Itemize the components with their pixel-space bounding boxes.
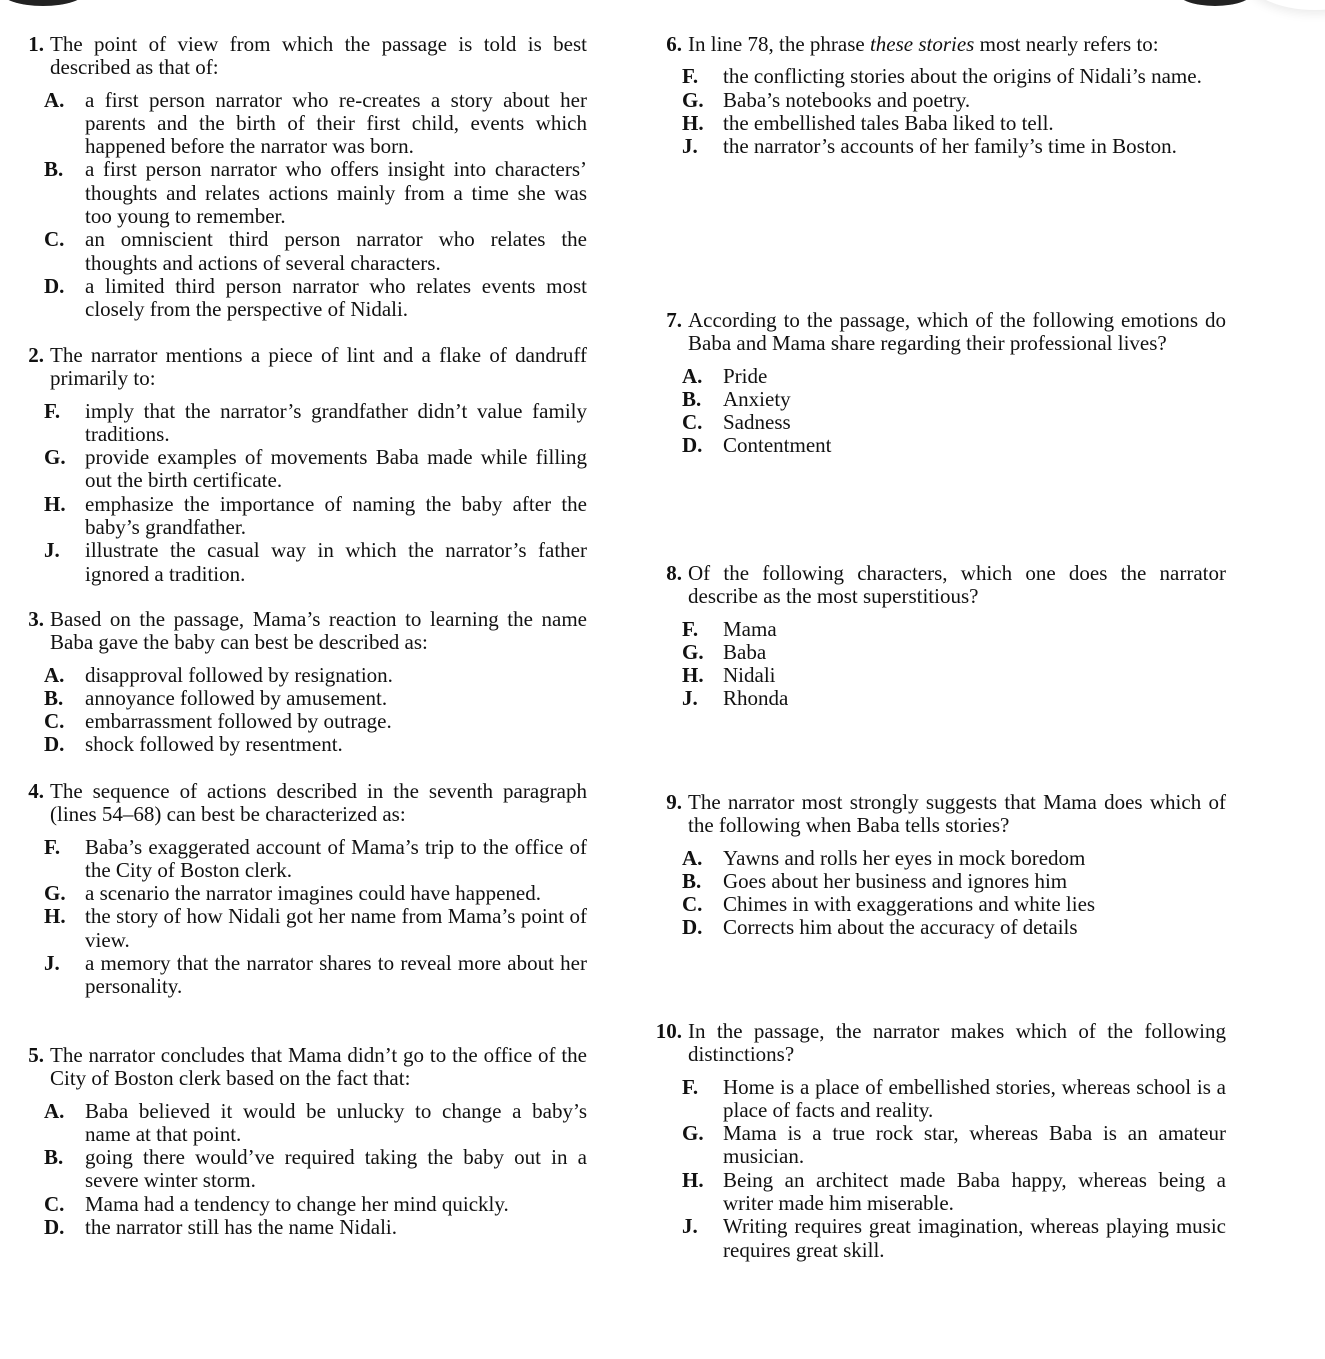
answer-choice[interactable]: J. a memory that the narrator shares to reveal more about her personality. (44, 951, 587, 999)
answer-choice[interactable]: C. an omniscient third person narrator who relates the thoughts and actions of several characters. (44, 227, 587, 275)
question-number: 6. (666, 32, 682, 56)
answer-choice[interactable]: G. a scenario the narrator imagines could have happened. (44, 881, 541, 906)
question-4 (10, 780, 587, 999)
answer-choice[interactable]: J. the narrator’s accounts of her family’s time in Boston. (682, 134, 1177, 159)
question-8 (648, 562, 1226, 711)
question-stem: The narrator concludes that Mama didn’t go to the office of the City of Boston clerk based on the fact that: (50, 1043, 587, 1091)
question-stem: The narrator most strongly suggests that Mama does which of the following when Baba tells stories? (688, 790, 1226, 838)
answer-choice[interactable]: G. provide examples of movements Baba made while filling out the birth certificate. (44, 445, 587, 493)
answer-choice[interactable]: C. Sadness (682, 410, 791, 435)
question-1 (10, 33, 587, 322)
answer-choice[interactable]: H. the embellished tales Baba liked to tell. (682, 110, 1054, 135)
question-stem: In the passage, the narrator makes which of the following distinctions? (688, 1019, 1226, 1067)
question-9 (648, 791, 1226, 940)
answer-choice[interactable]: C. embarrassment followed by outrage. (44, 709, 392, 734)
question-stem: The narrator mentions a piece of lint and a flake of dandruff primarily to: (50, 343, 587, 391)
question-number: 7. (666, 308, 682, 332)
question-stem: In line 78, the phrase these stories most nearly refers to: (688, 32, 1159, 56)
answer-choice[interactable]: A. disapproval followed by resignation. (44, 662, 393, 687)
answer-choice[interactable]: A. Baba believed it would be unlucky to change a baby’s name at that point. (44, 1098, 587, 1146)
answer-choice[interactable]: D. Contentment (682, 433, 832, 458)
answer-choice[interactable]: H. Nidali (682, 663, 776, 688)
answer-choice[interactable]: J. Rhonda (682, 686, 789, 711)
answer-choice[interactable]: A. a first person narrator who re-creates a story about her parents and the birth of their first child, events which happened before the narrator was born. (44, 87, 587, 159)
answer-choice[interactable]: D. the narrator still has the name Nidali. (44, 1215, 397, 1240)
italic-phrase: these stories (869, 32, 975, 56)
question-7 (648, 309, 1226, 458)
answer-choice[interactable]: F. Mama (682, 616, 777, 641)
question-number: 10. (655, 1019, 682, 1043)
answer-choice[interactable]: A. Pride (682, 363, 768, 388)
answer-choice[interactable]: G. Baba’s notebooks and poetry. (682, 87, 971, 112)
answer-choice[interactable]: G. Baba (682, 639, 767, 664)
question-2 (10, 344, 587, 586)
answer-choice[interactable]: H. the story of how Nidali got her name from Mama’s point of view. (44, 904, 587, 952)
top-right-shadow (1245, 0, 1325, 10)
answer-choice[interactable]: J. Writing requires great imagination, whereas playing music requires great skill. (682, 1214, 1226, 1262)
answer-choice[interactable]: J. illustrate the casual way in which the narrator’s father ignored a tradition. (44, 538, 587, 586)
question-stem: Of the following characters, which one does the narrator describe as the most superstitious? (688, 561, 1226, 609)
question-stem: According to the passage, which of the following emotions do Baba and Mama share regarding their professional lives? (688, 308, 1226, 356)
question-number: 4. (28, 779, 44, 803)
answer-choice[interactable]: C. Mama had a tendency to change her mind quickly. (44, 1191, 509, 1216)
answer-choice[interactable]: F. imply that the narrator’s grandfather didn’t value family traditions. (44, 398, 587, 446)
question-5 (10, 1044, 587, 1239)
answer-choice[interactable]: F. the conflicting stories about the origins of Nidali’s name. (682, 64, 1202, 89)
top-right-dark-shape (1175, 0, 1255, 6)
answer-choice[interactable]: D. a limited third person narrator who relates events most closely from the perspective of Nidali. (44, 273, 587, 322)
question-number: 1. (28, 32, 44, 56)
question-number: 2. (28, 343, 44, 367)
question-6 (648, 33, 1226, 158)
answer-choice[interactable]: H. Being an architect made Baba happy, whereas being a writer made him miserable. (682, 1167, 1226, 1216)
question-stem: Based on the passage, Mama’s reaction to learning the name Baba gave the baby can best be described as: (50, 607, 587, 655)
answer-choice[interactable]: F. Home is a place of embellished stories, whereas school is a place of facts and reality. (682, 1074, 1226, 1122)
question-stem: The point of view from which the passage is told is best described as that of: (50, 32, 587, 80)
question-number: 3. (28, 607, 44, 631)
answer-choice[interactable]: B. Goes about her business and ignores him (682, 868, 1068, 893)
question-10 (648, 1020, 1226, 1262)
answer-choice[interactable]: A. Yawns and rolls her eyes in mock boredom (682, 845, 1086, 870)
question-number: 5. (28, 1043, 44, 1067)
answer-choice[interactable]: H. emphasize the importance of naming the baby after the baby’s grandfather. (44, 491, 587, 540)
answer-choice[interactable]: G. Mama is a true rock star, whereas Baba is an amateur musician. (682, 1121, 1226, 1169)
answer-choice[interactable]: B. Anxiety (682, 386, 791, 411)
answer-choice[interactable]: B. going there would’ve required taking the baby out in a severe winter storm. (44, 1145, 587, 1193)
answer-choice[interactable]: D. Corrects him about the accuracy of details (682, 915, 1078, 940)
question-number: 9. (666, 790, 682, 814)
question-number: 8. (666, 561, 682, 585)
question-stem: The sequence of actions described in the seventh paragraph (lines 54–68) can best be characterized as: (50, 779, 587, 827)
answer-choice[interactable]: B. annoyance followed by amusement. (44, 685, 388, 710)
answer-choice[interactable]: B. a first person narrator who offers insight into characters’ thoughts and relates actions mainly from a time she was too young to remember. (44, 157, 587, 229)
answer-choice[interactable]: C. Chimes in with exaggerations and white lies (682, 892, 1096, 917)
answer-choice[interactable]: D. shock followed by resentment. (44, 732, 343, 757)
question-3 (10, 608, 587, 757)
top-left-dark-shape (0, 0, 86, 6)
answer-choice[interactable]: F. Baba’s exaggerated account of Mama’s trip to the office of the City of Boston clerk. (44, 834, 587, 882)
